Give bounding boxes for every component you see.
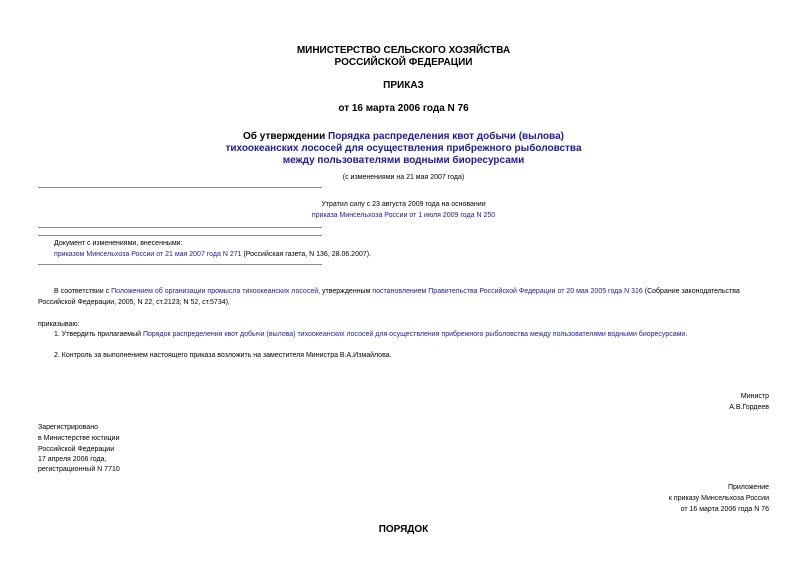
title-link-part1[interactable]: Порядка распределения квот добычи (вылова) bbox=[328, 131, 564, 142]
amendments-note: (с изменениями на 21 мая 2007 года) bbox=[342, 174, 465, 181]
divider bbox=[38, 187, 322, 188]
section-title: ПОРЯДОК bbox=[378, 524, 429, 535]
item1-text: 1. Утвердить прилагаемый bbox=[54, 331, 143, 338]
preamble-line2: Российской Федерации, 2005, N 22, ст.2123; N 52, ст.5734), bbox=[38, 299, 230, 306]
title-line2 bbox=[0, 143, 807, 155]
registration-line3: Российской Федерации bbox=[38, 446, 115, 453]
title-line1 bbox=[0, 131, 807, 143]
document-type: ПРИКАЗ bbox=[383, 80, 424, 91]
changes-label: Документ с изменениями, внесенными: bbox=[54, 240, 183, 247]
title-line3 bbox=[0, 155, 807, 167]
divider bbox=[38, 235, 322, 236]
preamble-text-a: В соответствии с bbox=[54, 288, 112, 295]
item1-end: . bbox=[685, 331, 688, 338]
ministry-name-line1: МИНИСТЕРСТВО СЕЛЬСКОГО ХОЗЯЙСТВА bbox=[296, 45, 511, 56]
expired-text: Утратил силу с 23 августа 2009 года на основании bbox=[321, 201, 486, 208]
preamble-text-c: (Собрание законодательства bbox=[642, 288, 740, 295]
regulation-link[interactable]: Положением об организации промысла тихоокеанских лососей bbox=[111, 288, 319, 295]
appendix-line2: к приказу Минсельхоза России bbox=[668, 495, 769, 502]
changes-source: (Российская газета, N 136, 28.06.2007). bbox=[241, 251, 372, 258]
changes-line bbox=[54, 249, 371, 260]
divider bbox=[38, 264, 322, 265]
orders-word: приказываю: bbox=[38, 321, 80, 328]
changes-order-link[interactable]: приказом Минсельхоза России от 21 мая 2007 года N 271 bbox=[54, 251, 242, 258]
signature-position: Министр bbox=[740, 393, 769, 400]
preamble-text-b: , утвержденным bbox=[318, 288, 373, 295]
registration-line2: в Министерстве юстиции bbox=[38, 435, 120, 442]
divider bbox=[38, 227, 322, 228]
registration-line1: Зарегистрировано bbox=[38, 424, 98, 431]
title-link-part2[interactable]: тихоокеанских лососей для осуществления прибрежного рыболовства bbox=[225, 143, 582, 154]
title-link-part3[interactable]: между пользователями водными биоресурсами bbox=[282, 155, 525, 166]
signature-name: А.В.Гордеев bbox=[729, 404, 769, 411]
expired-line bbox=[0, 210, 807, 221]
procedure-link[interactable]: Порядок распределения квот добычи (вылова) тихоокеанских лососей для осуществления прибрежного рыболовства между пользователями водными биоресурсами bbox=[142, 331, 686, 338]
order-item-1 bbox=[54, 329, 687, 340]
document-date: от 16 марта 2006 года N 76 bbox=[338, 103, 469, 114]
preamble-line1 bbox=[54, 286, 740, 297]
order-item-2: 2. Контроль за выполнением настоящего приказа возложить на заместителя Министра В.А.Измайлова. bbox=[54, 352, 392, 359]
title-prefix: Об утверждении bbox=[243, 131, 329, 142]
registration-line5: регистрационный N 7710 bbox=[38, 466, 120, 473]
registration-line4: 17 апреля 2006 года, bbox=[38, 456, 107, 463]
ministry-name-line2: РОССИЙСКОЙ ФЕДЕРАЦИИ bbox=[334, 57, 473, 68]
expired-order-link[interactable]: приказа Минсельхоза России от 1 июля 2009 года N 250 bbox=[311, 212, 496, 219]
appendix-line3: от 16 марта 2006 года N 76 bbox=[680, 506, 769, 513]
government-decree-link[interactable]: постановлением Правительства Российской Федерации от 20 мая 2005 года N 316 bbox=[372, 288, 643, 295]
appendix-line1: Приложение bbox=[727, 484, 769, 491]
